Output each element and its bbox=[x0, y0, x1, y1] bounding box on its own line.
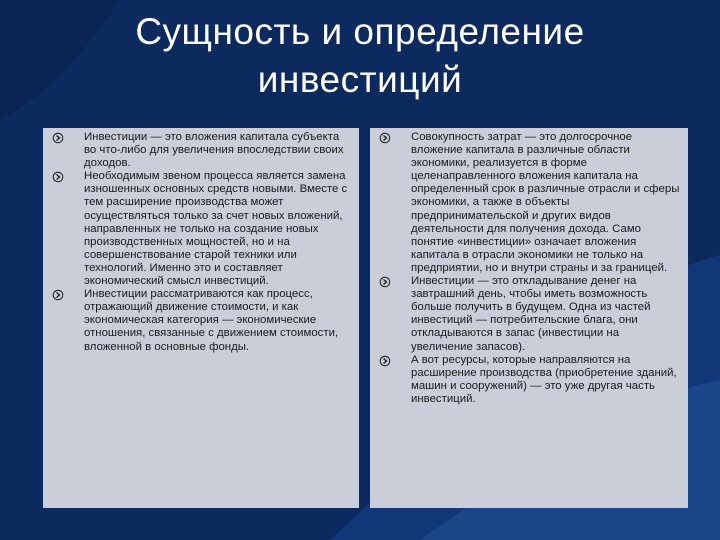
circle-arrow-bullet-icon bbox=[52, 171, 64, 183]
slide-title: Сущность и определение инвестиций bbox=[135, 11, 585, 100]
list-item bbox=[43, 170, 352, 288]
left-text-panel bbox=[43, 128, 359, 508]
circle-arrow-bullet-icon bbox=[379, 276, 391, 288]
list-item-text: А вот ресурсы, которые направляются на расширение производства (приобретение зданий, машин и сооружений) — это уже другая часть инвестиций. bbox=[411, 353, 677, 405]
circle-arrow-bullet-icon bbox=[52, 289, 64, 301]
list-item bbox=[43, 288, 352, 353]
circle-arrow-bullet-icon bbox=[379, 132, 391, 144]
list-item bbox=[370, 275, 683, 354]
list-item-text: Инвестиции — это откладывание денег на завтрашний день, чтобы иметь возможность больше получить в будущем. Одна из частей инвестиций — потребительские блага, они откладываются в запас (инвестиции на увеличение запасов). bbox=[411, 275, 651, 353]
list-item-text: Совокупность затрат — это долгосрочное вложение капитала в различные области экономики, реализуется в форме целенаправленного вложения капитала на определенный срок в различные отрасли и сферы экономики, а также в объекты предпринимательской и других видов деятельности для получения дохода. Само понятие «инвестиции» означает вложения капитала в отрасли экономики не только на предприятии, но и внутри страны и за границей. bbox=[411, 131, 680, 274]
circle-arrow-bullet-icon bbox=[52, 132, 64, 144]
list-item bbox=[370, 354, 683, 406]
right-text-panel bbox=[370, 128, 688, 508]
list-item bbox=[370, 131, 683, 275]
list-item bbox=[43, 131, 352, 170]
list-item-text: Инвестиции — это вложения капитала субъекта во что-либо для увеличения впоследствии своих доходов. bbox=[84, 131, 344, 170]
list-item-text: Инвестиции рассматриваются как процесс, отражающий движение стоимости, и как экономическая категория — экономические отношения, связанные с движением стоимости, вложенной в основные фонды. bbox=[84, 288, 339, 353]
circle-arrow-bullet-icon bbox=[379, 355, 391, 367]
list-item-text: Необходимым звеном процесса является замена изношенных основных средств новыми. Вместе с тем расширение производства может осуществляться только за счет новых вложений, направленных не только на создание новых производственных мощностей, но и на совершенствование старой техники или технологий. Именно это и составляет экономический смысл инвестиций. bbox=[84, 170, 348, 288]
